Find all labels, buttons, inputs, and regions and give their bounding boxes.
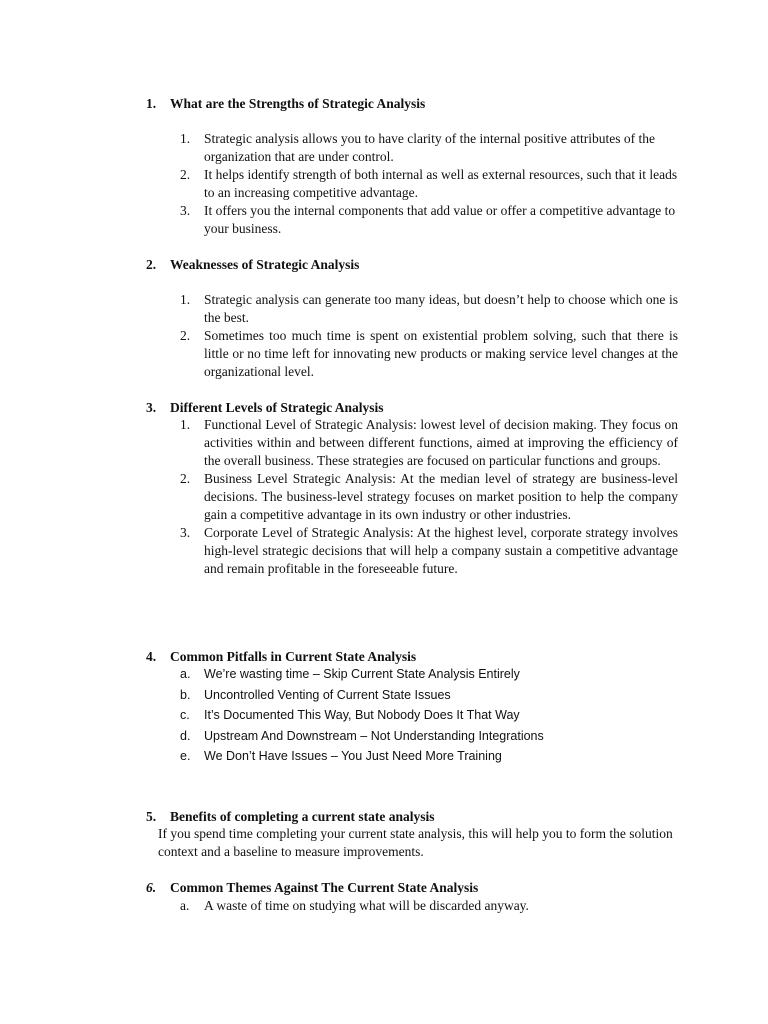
item-marker: a. bbox=[180, 667, 191, 681]
item-marker: 1. bbox=[180, 417, 191, 432]
section-title: Common Themes Against The Current State Analysis bbox=[170, 880, 479, 895]
item-text: It helps identify strength of both internal as well as external resources, such that it leads to an increasing competitive advantage. bbox=[204, 167, 678, 200]
item-marker: a. bbox=[180, 898, 190, 913]
item-text: Business Level Strategic Analysis: At the median level of strategy are business-level decisions. The business-level strategy focuses on market position to help the company gain a competitive advantage in its own industry or other industries. bbox=[204, 471, 678, 522]
item-marker: 1. bbox=[180, 292, 191, 307]
item-text: Strategic analysis can generate too many ideas, but doesn’t help to choose which one is the best. bbox=[204, 292, 678, 325]
item-marker: 2. bbox=[180, 471, 191, 486]
item-marker: 1. bbox=[180, 131, 191, 146]
section-2-heading bbox=[146, 256, 359, 273]
list-item bbox=[180, 327, 678, 381]
item-text: We Don’t Have Issues – You Just Need More Training bbox=[204, 749, 502, 763]
section-5-heading bbox=[146, 808, 434, 825]
list-item bbox=[180, 664, 678, 685]
section-title: Weaknesses of Strategic Analysis bbox=[170, 257, 360, 272]
list-item bbox=[180, 470, 678, 524]
item-text: Upstream And Downstream – Not Understanding Integrations bbox=[204, 728, 544, 743]
section-number: 5. bbox=[146, 809, 157, 824]
item-text: Functional Level of Strategic Analysis: lowest level of decision making. They focus on activities within and between different functions, aimed at improving the efficiency of the overall business. These strategies are focused on particular functions and groups. bbox=[204, 417, 678, 468]
section-4-heading bbox=[146, 648, 416, 665]
list-item bbox=[180, 685, 678, 706]
section-title: Different Levels of Strategic Analysis bbox=[170, 400, 384, 415]
section-6-heading bbox=[146, 879, 478, 896]
section-title: What are the Strengths of Strategic Analysis bbox=[170, 96, 426, 111]
list-item bbox=[180, 130, 678, 166]
item-text: Strategic analysis allows you to have clarity of the internal positive attributes of the organization that are under control. bbox=[204, 131, 656, 164]
list-item bbox=[180, 897, 678, 915]
section-3-heading bbox=[146, 399, 383, 416]
section-1-list bbox=[180, 130, 678, 238]
list-item bbox=[180, 705, 678, 726]
item-marker: b. bbox=[180, 687, 191, 702]
item-marker: c. bbox=[180, 708, 190, 722]
item-marker: e. bbox=[180, 749, 191, 763]
section-number: 1. bbox=[146, 96, 157, 111]
section-title: Common Pitfalls in Current State Analysis bbox=[170, 649, 417, 664]
item-text: Corporate Level of Strategic Analysis: At the highest level, corporate strategy involves high-level strategic decisions that will help a company sustain a competitive advantage and remain profitable in the foreseeable future. bbox=[204, 525, 678, 576]
list-item bbox=[180, 416, 678, 470]
item-text: A waste of time on studying what will be discarded anyway. bbox=[204, 898, 529, 913]
list-item bbox=[180, 746, 678, 767]
section-number: 6. bbox=[146, 880, 157, 895]
item-text: Sometimes too much time is spent on existential problem solving, such that there is little or no time left for innovating new products or making service level changes at the organizational level. bbox=[204, 328, 678, 379]
item-marker: 3. bbox=[180, 525, 191, 540]
section-2-list bbox=[180, 291, 678, 381]
section-number: 3. bbox=[146, 400, 157, 415]
section-6-list bbox=[180, 897, 678, 915]
section-title: Benefits of completing a current state analysis bbox=[170, 809, 435, 824]
item-text: We’re wasting time – Skip Current State Analysis Entirely bbox=[204, 667, 520, 681]
item-marker: 3. bbox=[180, 203, 191, 218]
item-marker: d. bbox=[180, 728, 191, 743]
section-4-list bbox=[180, 664, 678, 767]
section-5-paragraph: If you spend time completing your current state analysis, this will help you to form the solution context and a baseline to measure improvements. bbox=[158, 826, 673, 859]
section-number: 2. bbox=[146, 257, 157, 272]
list-item bbox=[180, 202, 678, 238]
list-item bbox=[180, 524, 678, 578]
section-number: 4. bbox=[146, 649, 157, 664]
list-item bbox=[180, 166, 678, 202]
item-marker: 2. bbox=[180, 167, 191, 182]
section-3-list bbox=[180, 416, 678, 578]
section-1-heading bbox=[146, 95, 425, 112]
item-marker: 2. bbox=[180, 328, 191, 343]
item-text: It offers you the internal components that add value or offer a competitive advantage to your business. bbox=[204, 203, 676, 236]
item-text: Uncontrolled Venting of Current State Issues bbox=[204, 687, 451, 702]
item-text: It’s Documented This Way, But Nobody Does It That Way bbox=[204, 708, 520, 722]
list-item bbox=[180, 726, 678, 747]
list-item bbox=[180, 291, 678, 327]
